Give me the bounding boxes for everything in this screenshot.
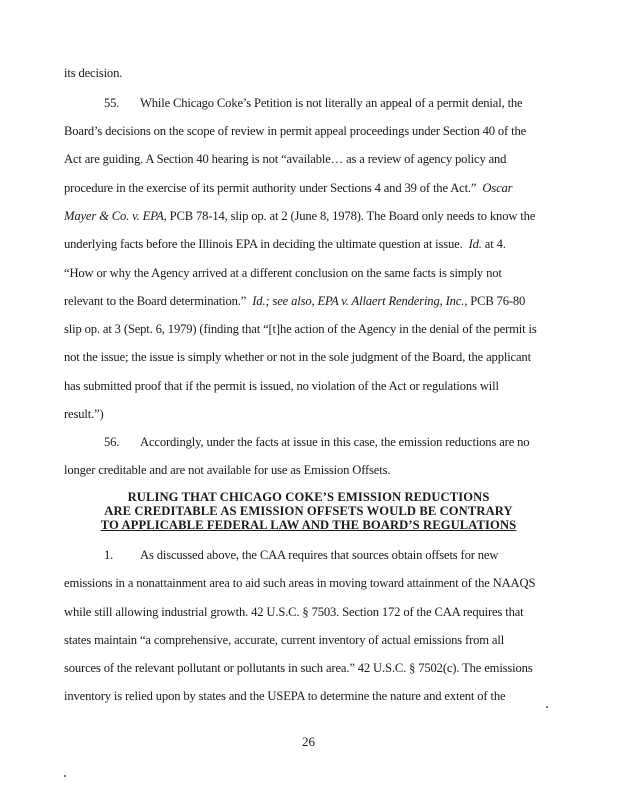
text-span: slip op. at 3 (Sept. 6, 1979) (finding that “[t]he action of the Agency in the denial of the permit is bbox=[64, 322, 537, 336]
text-line bbox=[64, 605, 524, 619]
text-line bbox=[64, 66, 122, 80]
text-span: longer creditable and are not available for use as Emission Offsets. bbox=[64, 463, 391, 477]
text-span: , PCB 76-80 bbox=[464, 294, 526, 308]
text-span: emissions in a nonattainment area to aid such areas in moving toward attainment of the NAAQS bbox=[64, 576, 536, 590]
page-number: 26 bbox=[302, 734, 315, 749]
text-span: its decision. bbox=[64, 66, 123, 80]
text-span: Accordingly, under the facts at issue in this case, the emission reductions are no bbox=[140, 435, 530, 449]
text-span: relevant to the Board determination.” bbox=[64, 294, 247, 308]
paragraph-1-first-line bbox=[104, 548, 498, 562]
text-line bbox=[64, 463, 390, 477]
text-line bbox=[64, 576, 535, 590]
text-line bbox=[64, 209, 535, 223]
section-heading-line-2 bbox=[0, 504, 617, 518]
case-citation: Id.; see also, EPA v. Allaert Rendering, Inc. bbox=[252, 294, 465, 308]
text-span: As discussed above, the CAA requires that sources obtain offsets for new bbox=[140, 548, 499, 562]
text-line bbox=[64, 266, 502, 280]
section-heading-line-3 bbox=[0, 518, 617, 532]
case-citation: Oscar bbox=[482, 181, 513, 195]
scan-speck bbox=[64, 775, 66, 777]
text-line bbox=[64, 689, 505, 703]
paragraph-55-first-line bbox=[104, 96, 523, 110]
text-span: inventory is relied upon by states and the USEPA to determine the nature and extent of the bbox=[64, 689, 506, 703]
paragraph-number: 1. bbox=[104, 548, 114, 562]
case-citation: Id. bbox=[468, 237, 482, 251]
text-line bbox=[64, 379, 499, 393]
text-span: result.”) bbox=[64, 407, 104, 421]
text-line bbox=[64, 152, 506, 166]
heading-text: TO APPLICABLE FEDERAL LAW AND THE BOARD’S REGULATIONS bbox=[100, 518, 517, 532]
paragraph-56-first-line bbox=[104, 435, 529, 449]
section-heading-line-1 bbox=[0, 490, 617, 504]
text-line bbox=[64, 407, 104, 421]
paragraph-number: 56. bbox=[104, 435, 120, 449]
text-line bbox=[64, 633, 504, 647]
text-span: not the issue; the issue is simply whether or not in the sole judgment of the Board, the applicant bbox=[64, 350, 531, 364]
text-line bbox=[64, 237, 506, 251]
text-span: underlying facts before the Illinois EPA in deciding the ultimate question at issue. bbox=[64, 237, 463, 251]
text-line bbox=[64, 181, 512, 195]
text-span: procedure in the exercise of its permit authority under Sections 4 and 39 of the Act.” bbox=[64, 181, 477, 195]
text-span: states maintain “a comprehensive, accurate, current inventory of actual emissions from all bbox=[64, 633, 505, 647]
text-line bbox=[64, 350, 531, 364]
text-span: Board’s decisions on the scope of review in permit appeal proceedings under Section 40 of the bbox=[64, 124, 527, 138]
text-line bbox=[64, 661, 533, 675]
text-span: , PCB 78-14, slip op. at 2 (June 8, 1978). The Board only needs to know the bbox=[163, 209, 536, 223]
case-citation: Mayer & Co. v. EPA bbox=[64, 209, 164, 223]
text-span: while still allowing industrial growth. 42 U.S.C. § 7503. Section 172 of the CAA requires that bbox=[64, 605, 524, 619]
heading-text: ARE CREDITABLE AS EMISSION OFFSETS WOULD BE CONTRARY bbox=[104, 504, 513, 518]
text-span: has submitted proof that if the permit is issued, no violation of the Act or regulations will bbox=[64, 379, 499, 393]
paragraph-number: 55. bbox=[104, 96, 120, 110]
text-span: While Chicago Coke’s Petition is not literally an appeal of a permit denial, the bbox=[140, 96, 523, 110]
heading-text: RULING THAT CHICAGO COKE’S EMISSION REDUCTIONS bbox=[127, 490, 490, 504]
text-line bbox=[64, 322, 537, 336]
text-span: sources of the relevant pollutant or pollutants in such area.” 42 U.S.C. § 7502(c). The emissions bbox=[64, 661, 533, 675]
scan-speck bbox=[546, 706, 548, 708]
text-line bbox=[64, 124, 526, 138]
text-line bbox=[64, 294, 525, 308]
text-span: “How or why the Agency arrived at a different conclusion on the same facts is simply not bbox=[64, 266, 502, 280]
text-span: at 4. bbox=[481, 237, 506, 251]
text-span: Act are guiding. A Section 40 hearing is not “available… as a review of agency policy and bbox=[64, 152, 507, 166]
